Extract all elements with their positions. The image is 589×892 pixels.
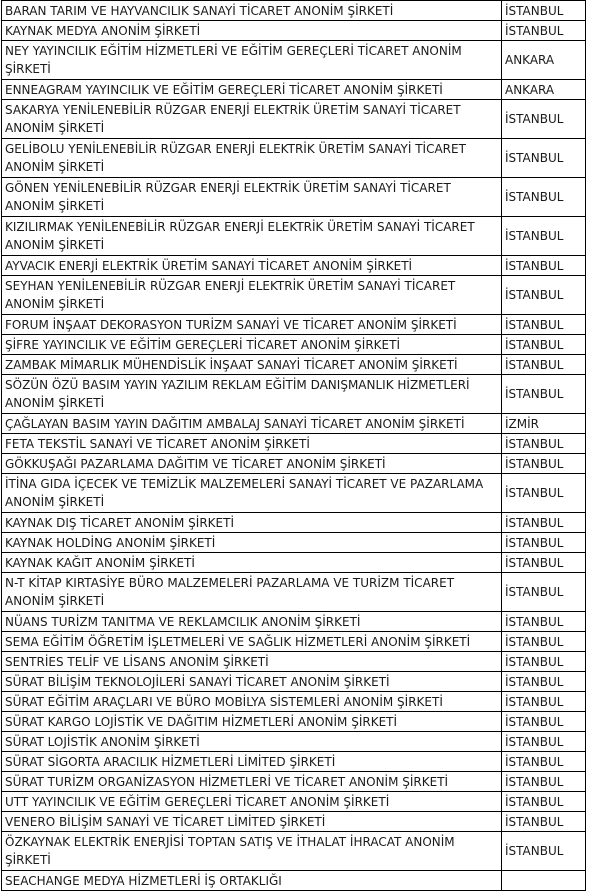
company-city-cell: İSTANBUL [502,1,586,21]
company-name-cell: ŞİFRE YAYINCILIK VE EĞİTİM GEREÇLERİ TİCARET ANONİM ŞİRKETİ [2,335,502,355]
company-city-cell: İSTANBUL [502,100,586,139]
table-row [2,812,586,832]
company-city-cell: İSTANBUL [502,256,586,276]
company-name-cell: KAYNAK DIŞ TİCARET ANONİM ŞİRKETİ [2,513,502,533]
company-city-cell: İSTANBUL [502,21,586,41]
company-city-cell: İSTANBUL [502,217,586,256]
table-row [2,100,586,139]
company-city-cell: ANKARA [502,41,586,80]
table-row [2,276,586,315]
table-row [2,732,586,752]
company-name-cell: KAYNAK MEDYA ANONİM ŞİRKETİ [2,21,502,41]
table-row [2,752,586,772]
table-row [2,315,586,335]
company-city-cell: İSTANBUL [502,139,586,178]
table-row [2,533,586,553]
company-city-cell: İSTANBUL [502,672,586,692]
company-city-cell: İSTANBUL [502,375,586,414]
company-name-cell: FORUM İNŞAAT DEKORASYON TURİZM SANAYİ VE TİCARET ANONİM ŞİRKETİ [2,315,502,335]
table-row [2,692,586,712]
company-city-cell: İZMİR [502,414,586,434]
company-city-cell: İSTANBUL [502,553,586,573]
company-city-cell: İSTANBUL [502,573,586,612]
company-city-cell: İSTANBUL [502,832,586,871]
company-name-cell: SÜRAT LOJİSTİK ANONİM ŞİRKETİ [2,732,502,752]
table-row [2,256,586,276]
table-row [2,355,586,375]
company-city-cell: İSTANBUL [502,772,586,792]
company-city-cell: İSTANBUL [502,513,586,533]
company-name-cell: SENTRİES TELİF VE LİSANS ANONİM ŞİRKETİ [2,652,502,672]
company-city-cell: İSTANBUL [502,434,586,454]
company-name-cell: KAYNAK KAĞIT ANONİM ŞİRKETİ [2,553,502,573]
company-name-cell: KAYNAK HOLDİNG ANONİM ŞİRKETİ [2,533,502,553]
company-name-cell: KIZILIRMAK YENİLENEBİLİR RÜZGAR ENERJİ ELEKTRİK ÜRETİM SANAYİ TİCARET ANONİM ŞİRKETİ [2,217,502,256]
company-city-cell: İSTANBUL [502,612,586,632]
company-city-cell: İSTANBUL [502,712,586,732]
company-name-cell: VENERO BİLİŞİM SANAYİ VE TİCARET LİMİTED ŞİRKETİ [2,812,502,832]
table-row [2,612,586,632]
company-city-cell: İSTANBUL [502,335,586,355]
company-name-cell: GÖNEN YENİLENEBİLİR RÜZGAR ENERJİ ELEKTRİK ÜRETİM SANAYİ TİCARET ANONİM ŞİRKETİ [2,178,502,217]
company-name-cell: SÜRAT BİLİŞİM TEKNOLOJİLERİ SANAYİ TİCARET ANONİM ŞİRKETİ [2,672,502,692]
company-city-cell: ANKARA [502,80,586,100]
company-name-cell: AYVACIK ENERJİ ELEKTRİK ÜRETİM SANAYİ TİCARET ANONİM ŞİRKETİ [2,256,502,276]
company-city-cell: İSTANBUL [502,315,586,335]
company-name-cell: GÖKKUŞAĞI PAZARLAMA DAĞITIM VE TİCARET ANONİM ŞİRKETİ [2,454,502,474]
table-row [2,573,586,612]
company-table-body [2,1,586,891]
company-name-cell: SEACHANGE MEDYA HİZMETLERİ İŞ ORTAKLIĞI [2,871,502,891]
company-name-cell: NÜANS TURİZM TANITMA VE REKLAMCILIK ANONİM ŞİRKETİ [2,612,502,632]
company-city-cell [502,871,586,891]
company-name-cell: SÖZÜN ÖZÜ BASIM YAYIN YAZILIM REKLAM EĞİTİM DANIŞMANLIK HİZMETLERİ ANONİM ŞİRKETİ [2,375,502,414]
table-row [2,414,586,434]
company-city-cell: İSTANBUL [502,454,586,474]
company-name-cell: İTİNA GIDA İÇECEK VE TEMİZLİK MALZEMELERİ SANAYİ TİCARET VE PAZARLAMA ANONİM ŞİRKETİ [2,474,502,513]
table-row [2,652,586,672]
table-row [2,454,586,474]
table-row [2,21,586,41]
table-row [2,792,586,812]
company-city-cell: İSTANBUL [502,792,586,812]
company-name-cell: SEYHAN YENİLENEBİLİR RÜZGAR ENERJİ ELEKTRİK ÜRETİM SANAYİ TİCARET ANONİM ŞİRKETİ [2,276,502,315]
table-row [2,80,586,100]
company-name-cell: SÜRAT KARGO LOJİSTİK VE DAĞITIM HİZMETLERİ ANONİM ŞİRKETİ [2,712,502,732]
table-row [2,41,586,80]
table-row [2,139,586,178]
company-table [1,0,586,891]
company-name-cell: N-T KİTAP KIRTASİYE BÜRO MALZEMELERİ PAZARLAMA VE TURİZM TİCARET ANONİM ŞİRKETİ [2,573,502,612]
company-city-cell: İSTANBUL [502,732,586,752]
table-row [2,553,586,573]
company-name-cell: ÇAĞLAYAN BASIM YAYIN DAĞITIM AMBALAJ SANAYİ TİCARET ANONİM ŞİRKETİ [2,414,502,434]
table-row [2,712,586,732]
table-row [2,434,586,454]
company-city-cell: İSTANBUL [502,652,586,672]
table-row [2,217,586,256]
company-city-cell: İSTANBUL [502,276,586,315]
company-city-cell: İSTANBUL [502,812,586,832]
company-name-cell: SÜRAT TURİZM ORGANİZASYON HİZMETLERİ VE TİCARET ANONİM ŞİRKETİ [2,772,502,792]
company-name-cell: GELİBOLU YENİLENEBİLİR RÜZGAR ENERJİ ELEKTRİK ÜRETİM SANAYİ TİCARET ANONİM ŞİRKETİ [2,139,502,178]
company-name-cell: SAKARYA YENİLENEBİLİR RÜZGAR ENERJİ ELEKTRİK ÜRETİM SANAYİ TİCARET ANONİM ŞİRKETİ [2,100,502,139]
table-row [2,474,586,513]
table-row [2,513,586,533]
company-name-cell: ÖZKAYNAK ELEKTRİK ENERJİSİ TOPTAN SATIŞ VE İTHALAT İHRACAT ANONİM ŞİRKETİ [2,832,502,871]
company-name-cell: NEY YAYINCILIK EĞİTİM HİZMETLERİ VE EĞİTİM GEREÇLERİ TİCARET ANONİM ŞİRKETİ [2,41,502,80]
company-name-cell: FETA TEKSTİL SANAYİ VE TİCARET ANONİM ŞİRKETİ [2,434,502,454]
company-city-cell: İSTANBUL [502,178,586,217]
table-row [2,832,586,871]
table-row [2,335,586,355]
company-city-cell: İSTANBUL [502,533,586,553]
company-city-cell: İSTANBUL [502,752,586,772]
company-name-cell: ENNEAGRAM YAYINCILIK VE EĞİTİM GEREÇLERİ TİCARET ANONİM ŞİRKETİ [2,80,502,100]
company-name-cell: UTT YAYINCILIK VE EĞİTİM GEREÇLERİ TİCARET ANONİM ŞİRKETİ [2,792,502,812]
table-row [2,1,586,21]
table-row [2,375,586,414]
company-city-cell: İSTANBUL [502,474,586,513]
table-row [2,632,586,652]
company-city-cell: İSTANBUL [502,632,586,652]
company-name-cell: SÜRAT EĞİTİM ARAÇLARI VE BÜRO MOBİLYA SİSTEMLERİ ANONİM ŞİRKETİ [2,692,502,712]
company-name-cell: ZAMBAK MİMARLIK MÜHENDİSLİK İNŞAAT SANAYİ TİCARET ANONİM ŞİRKETİ [2,355,502,375]
table-row [2,672,586,692]
table-row [2,178,586,217]
company-city-cell: İSTANBUL [502,355,586,375]
company-city-cell: İSTANBUL [502,692,586,712]
company-name-cell: SÜRAT SİGORTA ARACILIK HİZMETLERİ LİMİTED ŞİRKETİ [2,752,502,772]
table-row [2,871,586,891]
table-row [2,772,586,792]
company-name-cell: SEMA EĞİTİM ÖĞRETİM İŞLETMELERİ VE SAĞLIK HİZMETLERİ ANONİM ŞİRKETİ [2,632,502,652]
company-name-cell: BARAN TARIM VE HAYVANCILIK SANAYİ TİCARET ANONİM ŞİRKETİ [2,1,502,21]
